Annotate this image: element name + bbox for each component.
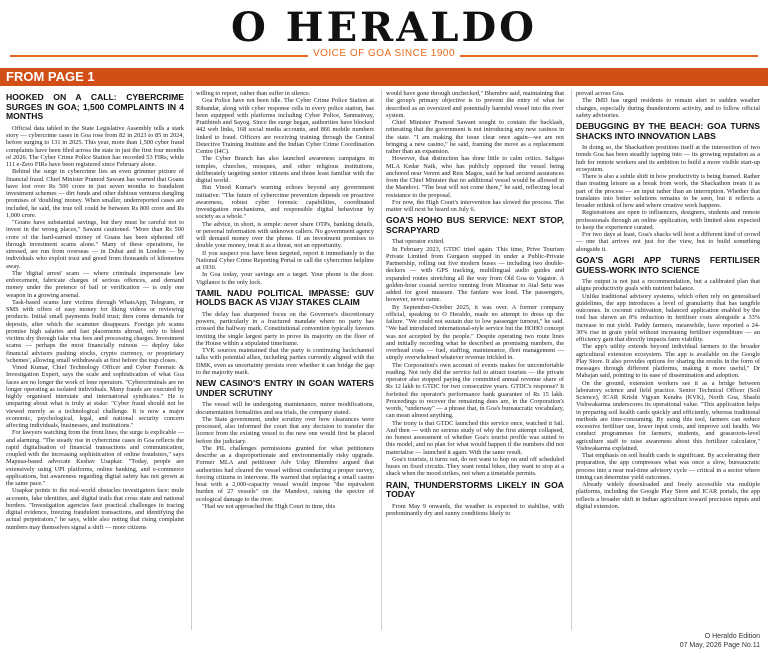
column-4 [576, 90, 760, 510]
article-paragraph: From May 9 onwards, the weather is expected to stabilise, with predominantly dry and sunny conditions likely to [386, 502, 564, 518]
article-paragraph: The Corporation's own account of events makes for uncomfortable reading. Not only did the service fail to attract tourists — the private operator also stopped paying the committed annual revenue share of Rs 12 lakh to GTDC for two consecutive years. GTDC's response? It forfeited the operator's performance bank guarantee of Rs 15 lakh. Proceedings to recover the remaining dues are, in the Corporation's words, "underway" — a phrase that, in Goa's bureaucratic vocabulary, can mean almost anything. [386, 361, 564, 420]
article-paragraph: The irony is that GTDC launched this service once, watched it fail. And then — with no serious study of why the first attempt collapsed, no honest assessment of whether Goa's tourist profile was suited to this model, and no plan for what would happen if the numbers did not materialise — launched it again. With the same result. [386, 419, 564, 456]
article-paragraph: If you suspect you have been targeted, report it immediately to the National Cyber Crime Reporting Portal or call the cybercrime helpline at 1930. [196, 249, 374, 271]
article-paragraph: For lawyers watching from the front lines, the surge is explicable — and alarming. "The steady rise in cybercrime cases in Goa reflects the rapid digitalisation of financial transactions and communication, coupled with the increasing sophistication of online fraudsters," says Mapusa-based advocate Keshav Usapkar. "Today, people are extensively using UPI platforms, online banking, and e-commerce applications, but awareness regarding digital safety has not grown at the same pace." [6, 429, 184, 488]
tagline-rule-left [10, 55, 308, 57]
section-banner [0, 68, 768, 86]
article-paragraph: The Cyber Branch has also launched awareness campaigns in temples, churches, mosques, and other religious institutions, deliberately targeting senior citizens and those least familiar with the digital world. [196, 155, 374, 184]
article-headline[interactable]: TAMIL NADU POLITICAL IMPASSE: GUV HOLDS BACK AS VIJAY STAKES CLAIM [196, 287, 374, 308]
article-paragraph: The State government, under scrutiny over how clearances were processed, also informed the court that any decision to transfer the licence from the existing vessel to the new one would first be placed before the judiciary. [196, 415, 374, 445]
article-paragraph: For two days at least, Goa's shacks will host a different kind of crowd — one that arrives not just for the view, but to build something alongside it. [576, 231, 760, 253]
article-paragraph: For now, the High Court's intervention has slowed the process. The matter will next be heard on July 6. [386, 198, 564, 213]
article-headline[interactable]: DEBUGGING BY THE BEACH: GOA TURNS SHACKS INTO INNOVATION LABS [576, 121, 760, 141]
article-headline[interactable]: GOA'S AGRI APP TURNS FERTILISER GUESS-WORK INTO SCIENCE [576, 254, 760, 275]
article-paragraph: On the ground, extension workers see it as a bridge between laboratory science and field practice. Senior Technical Officer (Soil Science), ICAR Krishi Vigyan Kendra (KVK), North Goa, Shashi Vishwakarma underscores its operational value. "This application helps in preparing soil health cards quickly and efficiently, whereas traditional methods are time-consuming. By using this tool, farmers can reduce excessive fertiliser use, lower input costs, and improve soil health. We conduct programmes for farmers, students, and grassroots-level agriculture staff to raise awareness about this fertilizer calculator," Vishwakarma explained. [576, 379, 760, 452]
article-paragraph: The delay has sharpened focus on the Governor's discretionary powers, particularly in a fractured mandate where no party has crossed the halfway mark. Constitutional convention typically favours inviting the single largest party to prove its majority on the floor of the House within a stipulated timeframe. [196, 310, 374, 347]
article-paragraph: TVK sources maintained that the party is continuing backchannel talks with potential allies, including parties currently aligned with the DMK, even as uncertainty persists over whether it can bridge the gap to the majority mark. [196, 347, 374, 376]
column-2 [196, 90, 374, 510]
article-paragraph: By September-October 2025, it was over. A former company official, speaking to O Heraldo, made no attempt to dress up the failure. "We could not sustain due to low passenger turnout," he said. "We had introduced international-style service but the HOHO concept was not accepted by the people." Despite operating two route lines and initially recording what he described as promising numbers, the overhead costs — fuel, staffing, maintenance, fleet management — simply overwhelmed whatever revenue trickled in. [386, 303, 564, 362]
column-divider [381, 90, 382, 630]
article-paragraph: Behind the surge in cybercrime lies an even grimmer picture of financial fraud. Chief Minister Pramod Sawant has warned that Goans have lost over Rs 500 crore in just seven months to fraudulent investment schemes — dirt funds and other dubious ventures dangling promises of 'doubling' money. When smaller, underreported cases are included, he said, the true toll could be between Rs 800 crore and Rs 1,000 crore. [6, 168, 184, 219]
article-paragraph: Task-based scams lure victims through WhatsApp, Telegram, or SMS with offers of easy money for liking videos or reviewing products. Initial small payments build trust; then come demands for deposits, after which the scammer disappears. Foreign job scams promise high salaries and fast placements abroad, only to bleed victims dry through fake visa fees and processing charges. Investment scams — perhaps the most financially ruinous — deploy fake financial advisors pushing stocks, crypto currency, or proprietary 'schemes', allowing small withdrawals at first before the trap closes. [6, 298, 184, 364]
article-paragraph: Official data tabled in the State Legislative Assembly tells a stark story — cybercrime cases in Goa rose from 82 in 2023 to 85 in 2024, before surging to 131 in 2025. This year, more than 1,500 cyber fraud complaints have been filed across the state in just the first four months of 2026. The Cyber Crime Police Station has recorded 53 FIRs, while 111 e-Zero FIRs have been registered since February alone. [6, 124, 184, 169]
article-paragraph: Already widely downloaded and freely accessible via multiple platforms, including the Google Play Store and ICAR portals, the app reflects a broader shift in Indian agriculture toward precision inputs and digital extension. [576, 481, 760, 510]
article-paragraph: But Vinod Kumar's warning echoes beyond any government initiative: "The future of cybercrime prevention depends on proactive awareness, robust cyber forensic capabilities, coordinated investigation mechanisms, and responsible digital behaviour by society as a whole." [196, 184, 374, 221]
column-1 [6, 90, 184, 531]
article-paragraph: That emphasis on soil health cards is significant. By accelerating their preparation, the app compresses what was once a slow, bureaucratic process into a near real-time advisory cycle — critical in a sector where timing can determine yield outcomes. [576, 452, 760, 481]
article-paragraph: The app's utility extends beyond individual farmers to the broader agricultural extension ecosystem. The app is available on the Google Play Store. It also provides options for sharing the results in the form of messages through different platforms, making it more useful," Dr Mahajan said, pointing to its ease of dissemination and adoption. [576, 343, 760, 380]
article-paragraph: Unlike traditional advisory systems, which often rely on generalised guidelines, the app introduces a level of granularity that has tangible outcomes. In coconut cultivation, balanced application enabled by the tool has shown an 8% reduction in fertiliser costs alongside a 33% increase in nut yield. Paddy farmers, meanwhile, have reported a 24-30% rise in grain yield without increasing fertiliser expenditure — an efficiency gain that directly impacts farm viability. [576, 292, 760, 344]
article-paragraph: The advice, in short, is simple: never share OTPs, banking details, or personal information with unknown callers. No government agency will demand money over the phone. If an investment promises to double your money, treat it as a threat, not an opportunity. [196, 220, 374, 250]
masthead-tagline: VOICE OF GOA SINCE 1900 [312, 48, 456, 59]
masthead [0, 6, 768, 50]
article-paragraph: Chief Minister Pramod Sawant sought to contain the backlash, reiterating that the government is not introducing any new casinos in the state. "I am making the issue clear once again—we are not bringing a new casino," he said, framing the move as a replacement rather than an expansion. [386, 119, 564, 155]
article-paragraph: In doing so, the Shackathon positions itself at the intersection of two trends Goa has been steadily tapping into — its growing reputation as a hub for remote workers and its ambition to build a more visible start-up ecosystem. [576, 144, 760, 173]
masthead-title: O HERALDO [231, 4, 537, 51]
article-paragraph: The IMD has urged residents to remain alert to sudden weather changes, especially during thunderstorm activity, and to follow official safety advisories. [576, 97, 760, 119]
column-divider [571, 90, 572, 630]
article-paragraph: "Had we not approached the High Court in time, this [202, 502, 336, 510]
page-footer [680, 632, 760, 650]
column-3 [386, 90, 564, 517]
article-paragraph: Goa's tourists, it turns out, do not want to hop on and off scheduled buses on fixed circuits. They want rental bikes, they want to stop at a shack when the mood strikes, not when a timetable permits. [386, 455, 564, 478]
edition-name: O Heraldo Edition [704, 633, 760, 640]
article-paragraph: The 'digital arrest' scam — where criminals impersonate law enforcement, fabricate charges of serious offences, and demand money under the pretence of bail or verification — is only one weapon in a growing arsenal. [6, 269, 184, 299]
article-headline[interactable]: HOOKED ON A CALL: CYBERCRIME SURGES IN GOA; 1,500 COMPLAINTS IN 4 MONTHS [6, 92, 184, 122]
masthead-tagline-row [0, 48, 768, 62]
section-label: FROM PAGE 1 [6, 69, 95, 84]
article-headline[interactable]: NEW CASINO'S ENTRY IN GOAN WATERS UNDER SCRUTINY [196, 378, 374, 398]
edition-date-page: 07 May, 2026 Page No.11 [679, 642, 760, 649]
article-paragraph: In Goa today, your savings are a target. Your phone is the door. Vigilance is the only lock. [196, 271, 374, 286]
article-paragraph: The PIL challenges permissions granted for what petitioners describe as a disproportionate and environmentally risky upgrade. Former MLA and petitioner Adv Uday Bhembre argued that authorities had cleared the vessel without conducting a proper survey, forcing citizens to intervene. He warned that replacing a small casino boat with a 2,000-capacity vessel would impose "the equivalent burden of 27 vessels" on the Mandovi, raising the spectre of ecological damage to the river. [196, 444, 374, 503]
article-paragraph: Vinod Kumar, Chief Technology Officer and Cyber Forensic & Investigation Expert, says the scale and sophistication of what Goa faces are no longer the work of lone operators. "Cybercriminals are no longer operating as isolated individuals. Many frauds are executed by highly organised interstate and international syndicates." He is unsparing about what is truly at stake: "Cyber fraud should not be viewed merely as a technological challenge. It is now a major economic, psychological, legal, and national security concern affecting individuals, businesses, and institutions." [6, 364, 184, 430]
article-headline[interactable]: RAIN, THUNDERSTORMS LIKELY IN GOA TODAY [386, 479, 564, 500]
article-paragraph: That operator exited. [392, 238, 445, 246]
article-paragraph: willing to report, rather than suffer in silence. [196, 90, 311, 97]
article-paragraph: would have gone through unchecked," Bhembre said, maintaining that the group's primary objective is to prevent the entry of what he described as an oversized and potentially harmful vessel into the river system. [386, 90, 564, 119]
article-paragraph: The output is not just a recommendation, but a calibrated plan that aligns productivity goals with nutrient balance. [576, 278, 760, 293]
article-paragraph: Registrations are open to influencers, designers, students and remote professionals through an online application, with limited slots expected to keep the experience curated. [576, 209, 760, 231]
article-headline[interactable]: GOA'S HOHO BUS SERVICE: NEXT STOP, SCRAPYARD [386, 215, 564, 235]
article-paragraph: Goa Police have not been idle. The Cyber Crime Police Station at Ribandar, along with cyber response cells in every police station, has been equipped with platforms including Cyber Police, Sanmanvay, Pratibimb and Sayog. Since the surge began, authorities have blocked 442 web links, 168 social media accounts, and 866 mobile numbers linked to fraud. Officers are receiving training through the Central Detective Training Institute and the Indian Cyber Crime Coordination Centre (I4C). [196, 97, 374, 155]
article-paragraph: In February 2023, GTDC tried again. This time, Prive Tourism Private Limited from Gurgaon stepped in under a Public-Private Partnership, rolling out five modern buses — including two double-deckers — with GPS tracking, multilingual audio guides and expanded routes stretching all the way from Old Goa to Vagator. A golden-hour coastal service running from Miramar to Atal Setu was added for good measure. The fanfare was loud. The passengers, however, never came. [386, 245, 564, 304]
article-paragraph: Usapkar points to the real-world obstacles investigators face: mule accounts, fake identities, and digital trails that cross state and national borders. "Investigation agencies face practical challenges in tracing digital evidence, freezing fraudulent transactions, and identifying the actual perpetrators," he says, while also noting that rising complaint numbers may themselves signal a shift — more citizens [6, 487, 184, 531]
article-paragraph: prevail across Goa. [576, 90, 625, 97]
tagline-rule-right [460, 55, 758, 57]
column-divider [191, 90, 192, 630]
article-paragraph: However, that distinction has done little to calm critics. Saligao MLA Kedar Naik, who has publicly opposed the vessel being anchored near Verem and Reis Magos, said he had secured assurances from the Chief Minister that no additional vessel would be allowed in the Mandovi. "The boat will not come there," he said, reflecting local resistance to the proposal. [386, 155, 564, 199]
article-paragraph: There is also a subtle shift in how productivity is being framed. Rather than treating leisure as a break from work, the Shackathon treats it as part of the process — an input rather than an interruption. Whether that translates into better solutions remains to be seen, but it reflects a broader rethink of how and where creative work happens. [576, 173, 760, 210]
article-paragraph: "Goans have substantial savings, but they must be careful not to invest in the wrong places," Sawant cautioned. "More than Rs 500 crore of the hard-earned money of Goans has been siphoned off through investment scams alone." Many of these operations, he stressed, are run from overseas — in Dubai and in London — by individuals who exploit trust and greed from thousands of kilometres away. [6, 219, 184, 270]
article-paragraph: The vessel will be undergoing maintenance, minor modifications, documentation formalities and sea trials, the company stated. [196, 401, 374, 416]
